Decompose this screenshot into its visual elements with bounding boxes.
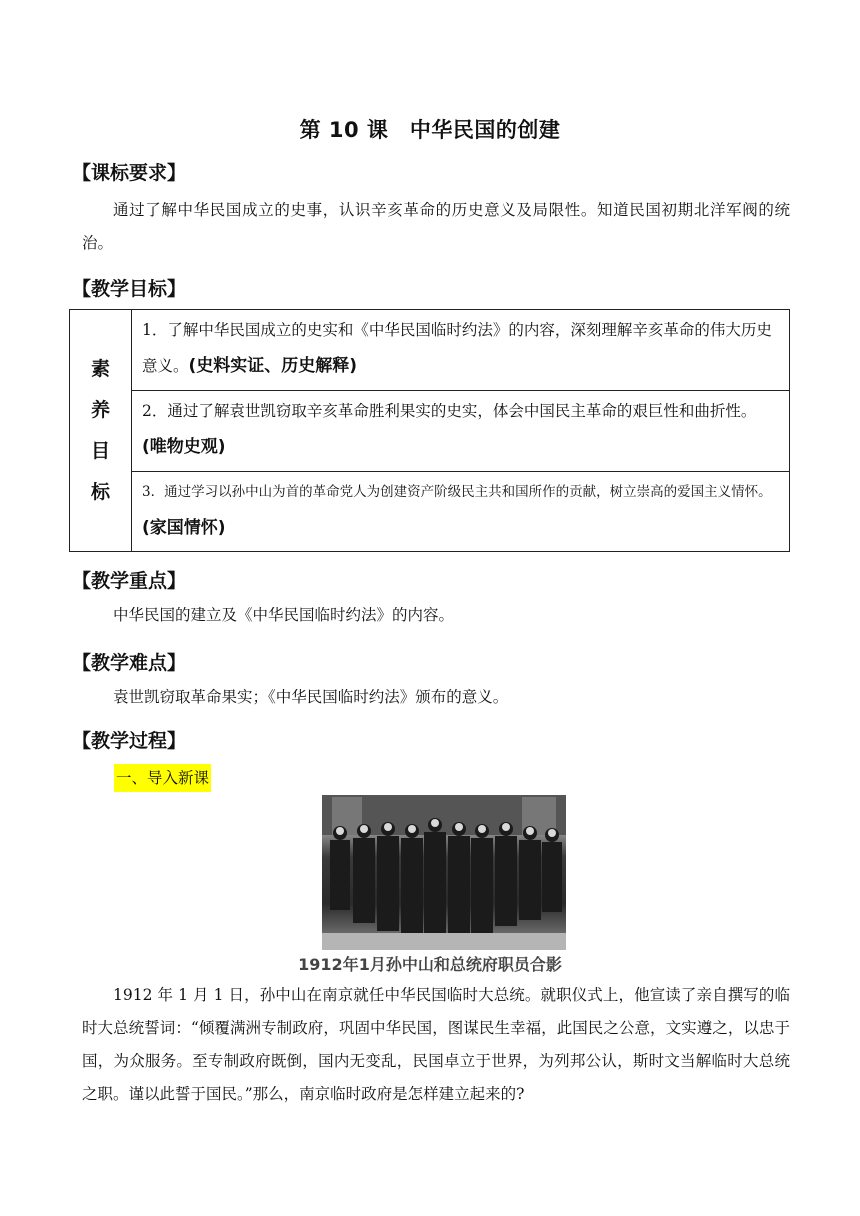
page-title: 第 10 课 中华民国的创建: [299, 118, 561, 142]
objective-text: 2．通过了解袁世凯窃取辛亥革命胜利果实的史实，体会中国民主革命的艰巨性和曲折性。: [142, 402, 757, 420]
label-char: 目: [90, 439, 110, 462]
objectives-label-cell: [70, 310, 132, 551]
key-points-text: 中华民国的建立及《中华民国临时约法》的内容。: [113, 606, 455, 624]
objective-row-2: [132, 391, 789, 472]
group-photo: [322, 795, 566, 950]
difficulties-text: 袁世凯窃取革命果实；《中华民国临时约法》颁布的意义。: [113, 688, 509, 706]
heading-key-points: 【教学重点】: [72, 570, 187, 592]
objective-text: 1．了解中华民国成立的史实和《中华民国临时约法》的内容，深刻理解辛亥革命的伟大历史意义。: [142, 321, 772, 375]
heading-objectives: 【教学目标】: [72, 278, 187, 300]
curriculum-text: 通过了解中华民国成立的史事，认识辛亥革命的历史意义及局限性。知道民国初期北洋军阀的统治。: [82, 201, 790, 252]
label-char: 标: [90, 480, 110, 503]
heading-difficulties: 【教学难点】: [72, 652, 187, 674]
intro-paragraph: 1912 年 1 月 1 日，孙中山在南京就任中华民国临时大总统。就职仪式上，他宣读了亲自撰写的临时大总统誓词：“倾覆满洲专制政府，巩固中华民国，图谋民生幸福，此国民之公意，文实遵之，以忠于国，为众服务。至专制政府既倒，国内无变乱，民国卓立于世界，为列邦公认，斯时文当解临时大总统之职。谨以此誓于国民。”那么，南京临时政府是怎样建立起来的?: [82, 986, 790, 1103]
objective-row-1: [132, 310, 789, 391]
objective-text: 3．通过学习以孙中山为首的革命党人为创建资产阶级民主共和国所作的贡献，树立崇高的爱国主义情怀。: [142, 484, 772, 500]
heading-process: 【教学过程】: [72, 730, 187, 752]
label-char: 素: [90, 357, 110, 380]
photo-caption: 1912年1月孙中山和总统府职员合影: [298, 955, 562, 974]
heading-curriculum: 【课标要求】: [72, 162, 187, 184]
objective-tag: (家国情怀): [142, 518, 226, 538]
group-photo-figures: [322, 795, 566, 950]
objective-tag: (唯物史观): [142, 437, 226, 457]
objective-row-3: [132, 472, 789, 552]
objectives-table: [69, 309, 790, 552]
step-intro-highlight: 一、导入新课: [114, 764, 211, 792]
label-char: 养: [90, 398, 110, 421]
objective-tag: (史料实证、历史解释): [188, 356, 358, 376]
